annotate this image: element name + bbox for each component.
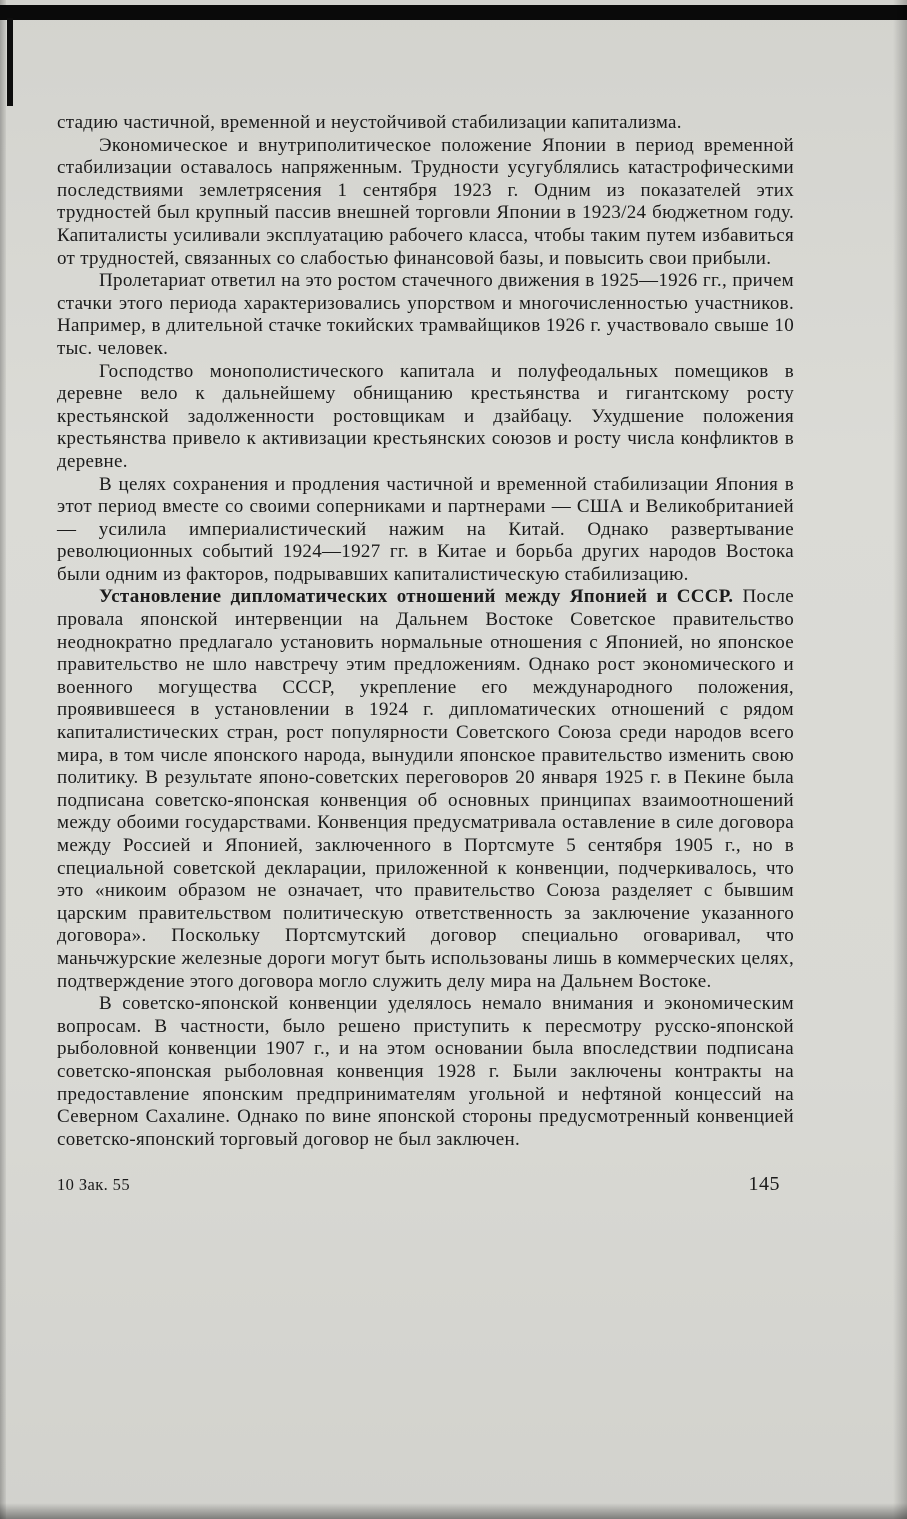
run-in-heading: Установление дипломатических отношений между Японией и СССР. <box>99 586 734 608</box>
paragraph: Установление дипломатических отношений между Японией и СССР. После провала японской интервенции на Дальнем Востоке Советское правительство неоднократно предлагало установить нормальные отношения с Японией, но японское правительство не шло навстречу этим предложениям. Однако рост экономического и военного могущества СССР, укрепление его международного положения, проявившееся в установлении в 1924 г. дипломатических отношений с рядом капиталистических стран, рост популярности Советского Союза среди народов всего мира, в том числе японского народа, вынудили японское правительство изменить свою политику. В результате японо-советских переговоров 20 января 1925 г. в Пекине была подписана советско-японская конвенция об основных принципах взаимоотношений между обоими государствами. Конвенция предусматривала оставление в силе договора между Россией и Японией, заключенного в Портсмуте 5 сентября 1905 г., но в специальной советской декларации, приложенной к конвенции, подчеркивалось, что это «никоим образом не означает, что правительство Союза разделяет с бывшим царским правительством политическую ответственность за заключение указанного договора». Поскольку Портсмутский договор специально оговаривал, что маньчжурские железные дороги могут быть использованы лишь в коммерческих целях, подтверждение этого договора могло служить делу мира на Дальнем Востоке. <box>57 586 795 992</box>
scan-edge-left <box>0 0 6 1519</box>
paragraph: В целях сохранения и продления частичной и временной стабилизации Япония в этот период вместе со своими соперниками и партнерами — США и Великобританией — усилила империалистический нажим на Китай. Однако развертывание революционных событий 1924—1927 гг. в Китае и борьба других народов Востока были одним из факторов, подрывавших капиталистическую стабилизацию. <box>57 473 794 585</box>
scan-edge-bottom <box>0 1503 907 1519</box>
paragraph: Экономическое и внутриполитическое положение Японии в период временной стабилизации оставалось напряженным. Трудности усугублялись катастрофическими последствиями землетрясения 1 сентября 1923 г. Одним из показателей этих трудностей был крупный пассив внешней торговли Японии в 1923/24 бюджетном году. Капиталисты усиливали эксплуатацию рабочего класса, чтобы таким путем избавиться от трудностей, связанных со слабостью финансовой базы, и повысить свои прибыли. <box>57 134 794 269</box>
paragraph: Господство монополистического капитала и полуфеодальных помещиков в деревне вело к дальнейшему обнищанию крестьянства и гигантскому росту крестьянской задолженности ростовщикам и дзайбацу. Ухудшение положения крестьянства привело к активизации крестьянских союзов и росту числа конфликтов в деревне. <box>57 360 794 472</box>
page-number: 145 <box>748 1173 780 1196</box>
printers-mark: 10 Зак. 55 <box>57 1175 130 1195</box>
scan-edge-right <box>893 0 907 1519</box>
page-footer <box>57 1173 794 1197</box>
paragraph: В советско-японской конвенции уделялось немало внимания и экономическим вопросам. В частности, было решено приступить к пересмотру русско-японской рыболовной конвенции 1907 г., и на этом основании была впоследствии подписана советско-японская рыболовная конвенция 1928 г. Были заключены контракты на предоставление японским предпринимателям угольной и нефтяной концессий на Северном Сахалине. Однако по вине японской стороны предусмотренный конвенцией советско-японский торговый договор не был заключен. <box>57 993 794 1150</box>
scan-artifact-top-bar <box>0 5 907 20</box>
scan-artifact-left-line <box>7 18 13 106</box>
paragraph: стадию частичной, временной и неустойчивой стабилизации капитализма. <box>57 112 682 133</box>
page-text-block <box>57 112 794 1197</box>
paragraph: Пролетариат ответил на это ростом стачечного движения в 1925—1926 гг., причем стачки этого периода характеризовались упорством и многочисленностью участников. Например, в длительной стачке токийских трамвайщиков 1926 г. участвовало свыше 10 тыс. человек. <box>57 270 794 359</box>
